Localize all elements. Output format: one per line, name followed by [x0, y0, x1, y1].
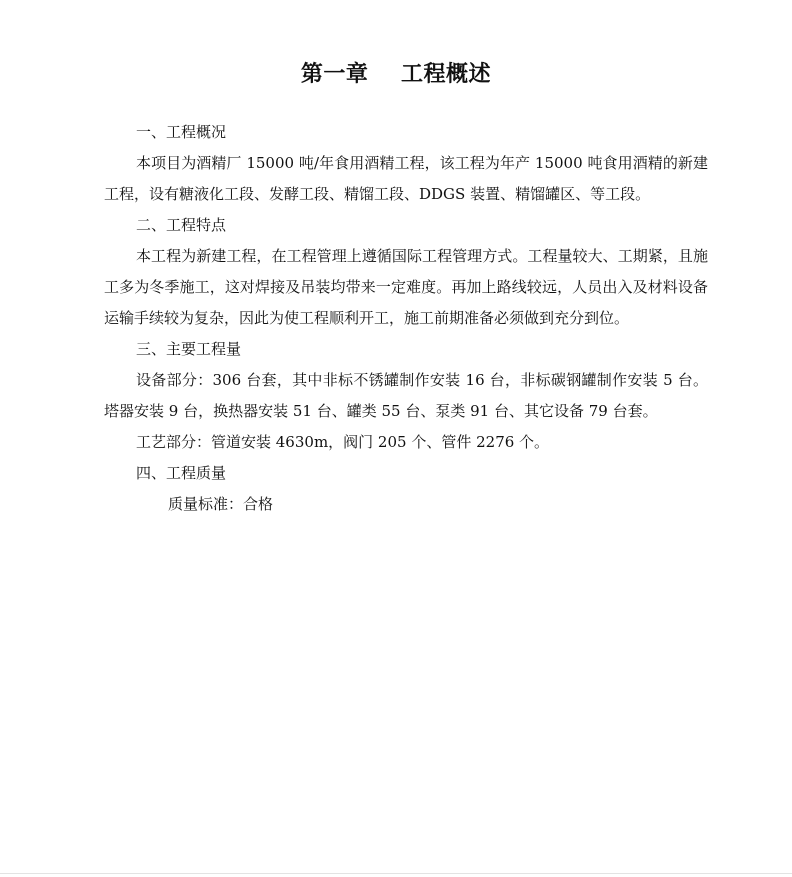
features-paragraph: 本工程为新建工程，在工程管理上遵循国际工程管理方式。工程量较大、工期紧，且施工多为冬季施工，这对焊接及吊装均带来一定难度。再加上路线较远，人员出入及材料设备运输手续较为复杂，因此为使工程顺利开工，施工前期准备必须做到充分到位。 — [104, 247, 708, 327]
document-body — [104, 117, 708, 520]
process-quantities-paragraph: 工艺部分：管道安装 4630m，阀门 205 个、管件 2276 个。 — [136, 433, 550, 451]
section-heading-overview: 一、工程概况 — [136, 123, 227, 141]
quality-standard-paragraph: 质量标准：合格 — [168, 495, 274, 513]
section-heading-quantities: 三、主要工程量 — [136, 340, 242, 358]
chapter-title: 第一章 工程概述 — [300, 62, 492, 87]
section-heading-features: 二、工程特点 — [136, 216, 227, 234]
overview-paragraph: 本项目为酒精厂 15000 吨/年食用酒精工程，该工程为年产 15000 吨食用酒精的新建工程，设有糖液化工段、发酵工段、精馏工段、DDGS 装置、精馏罐区、等工段。 — [104, 154, 708, 203]
equipment-quantities-paragraph: 设备部分：306 台套，其中非标不锈罐制作安装 16 台，非标碳钢罐制作安装 5 台。塔器安装 9 台，换热器安装 51 台、罐类 55 台、泵类 91 台、其它设备 79 台套。 — [104, 371, 708, 420]
section-heading-quality: 四、工程质量 — [136, 464, 227, 482]
page-bottom-divider — [0, 873, 792, 874]
